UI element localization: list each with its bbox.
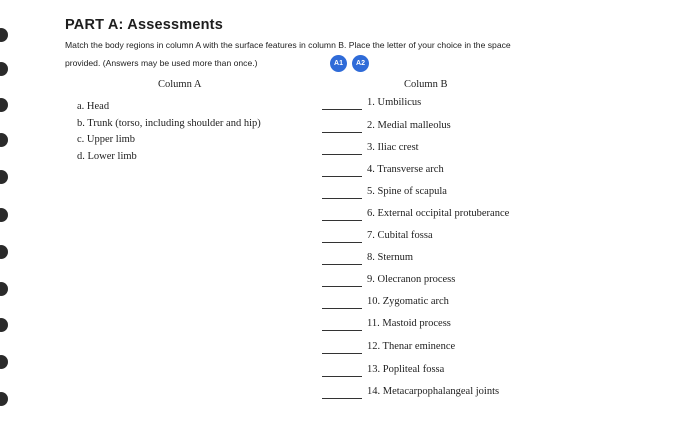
badge-a1[interactable]: A1: [330, 55, 347, 72]
instructions-line-1: Match the body regions in column A with the surface features in column B. Place the letter of your choice in the space: [65, 40, 511, 50]
answer-blank[interactable]: [322, 154, 362, 155]
list-item: d. Lower limb: [77, 150, 137, 162]
answer-blank[interactable]: [322, 109, 362, 110]
answer-blank[interactable]: [322, 264, 362, 265]
answer-blank[interactable]: [322, 198, 362, 199]
page-title: PART A: Assessments: [65, 17, 223, 33]
column-b-list: 1. Umbilicus 2. Medial malleolus 3. Iliac crest 4. Transverse arch 5. Spine of scapula 6. External occipital protuberance 7. Cubital fossa 8. Sternum 9. Olecranon process 10. Zygomatic arch 11. Mastoid process 12. Thenar eminence 13. Popliteal fossa 14. Metacarpophalangeal joints: [0, 0, 700, 436]
column-b-heading: Column B: [404, 79, 448, 90]
list-item: b. Trunk (torso, including shoulder and hip): [77, 117, 261, 129]
answer-blank[interactable]: [322, 176, 362, 177]
list-item: c. Upper limb: [77, 134, 136, 145]
answer-blank[interactable]: [322, 330, 362, 331]
answer-blank[interactable]: [322, 308, 362, 309]
answer-blank[interactable]: [322, 286, 362, 287]
answer-blank[interactable]: [322, 398, 362, 399]
column-a-heading: Column A: [158, 79, 202, 90]
badge-a2[interactable]: A2: [352, 55, 369, 72]
answer-blank[interactable]: [322, 242, 362, 243]
answer-blank[interactable]: [322, 132, 362, 133]
answer-blank[interactable]: [322, 376, 362, 377]
answer-blank[interactable]: [322, 353, 362, 354]
answer-blank[interactable]: [322, 220, 362, 221]
list-item: a. Head: [77, 101, 110, 112]
instructions-line-2: provided. (Answers may be used more than once.): [65, 58, 258, 68]
